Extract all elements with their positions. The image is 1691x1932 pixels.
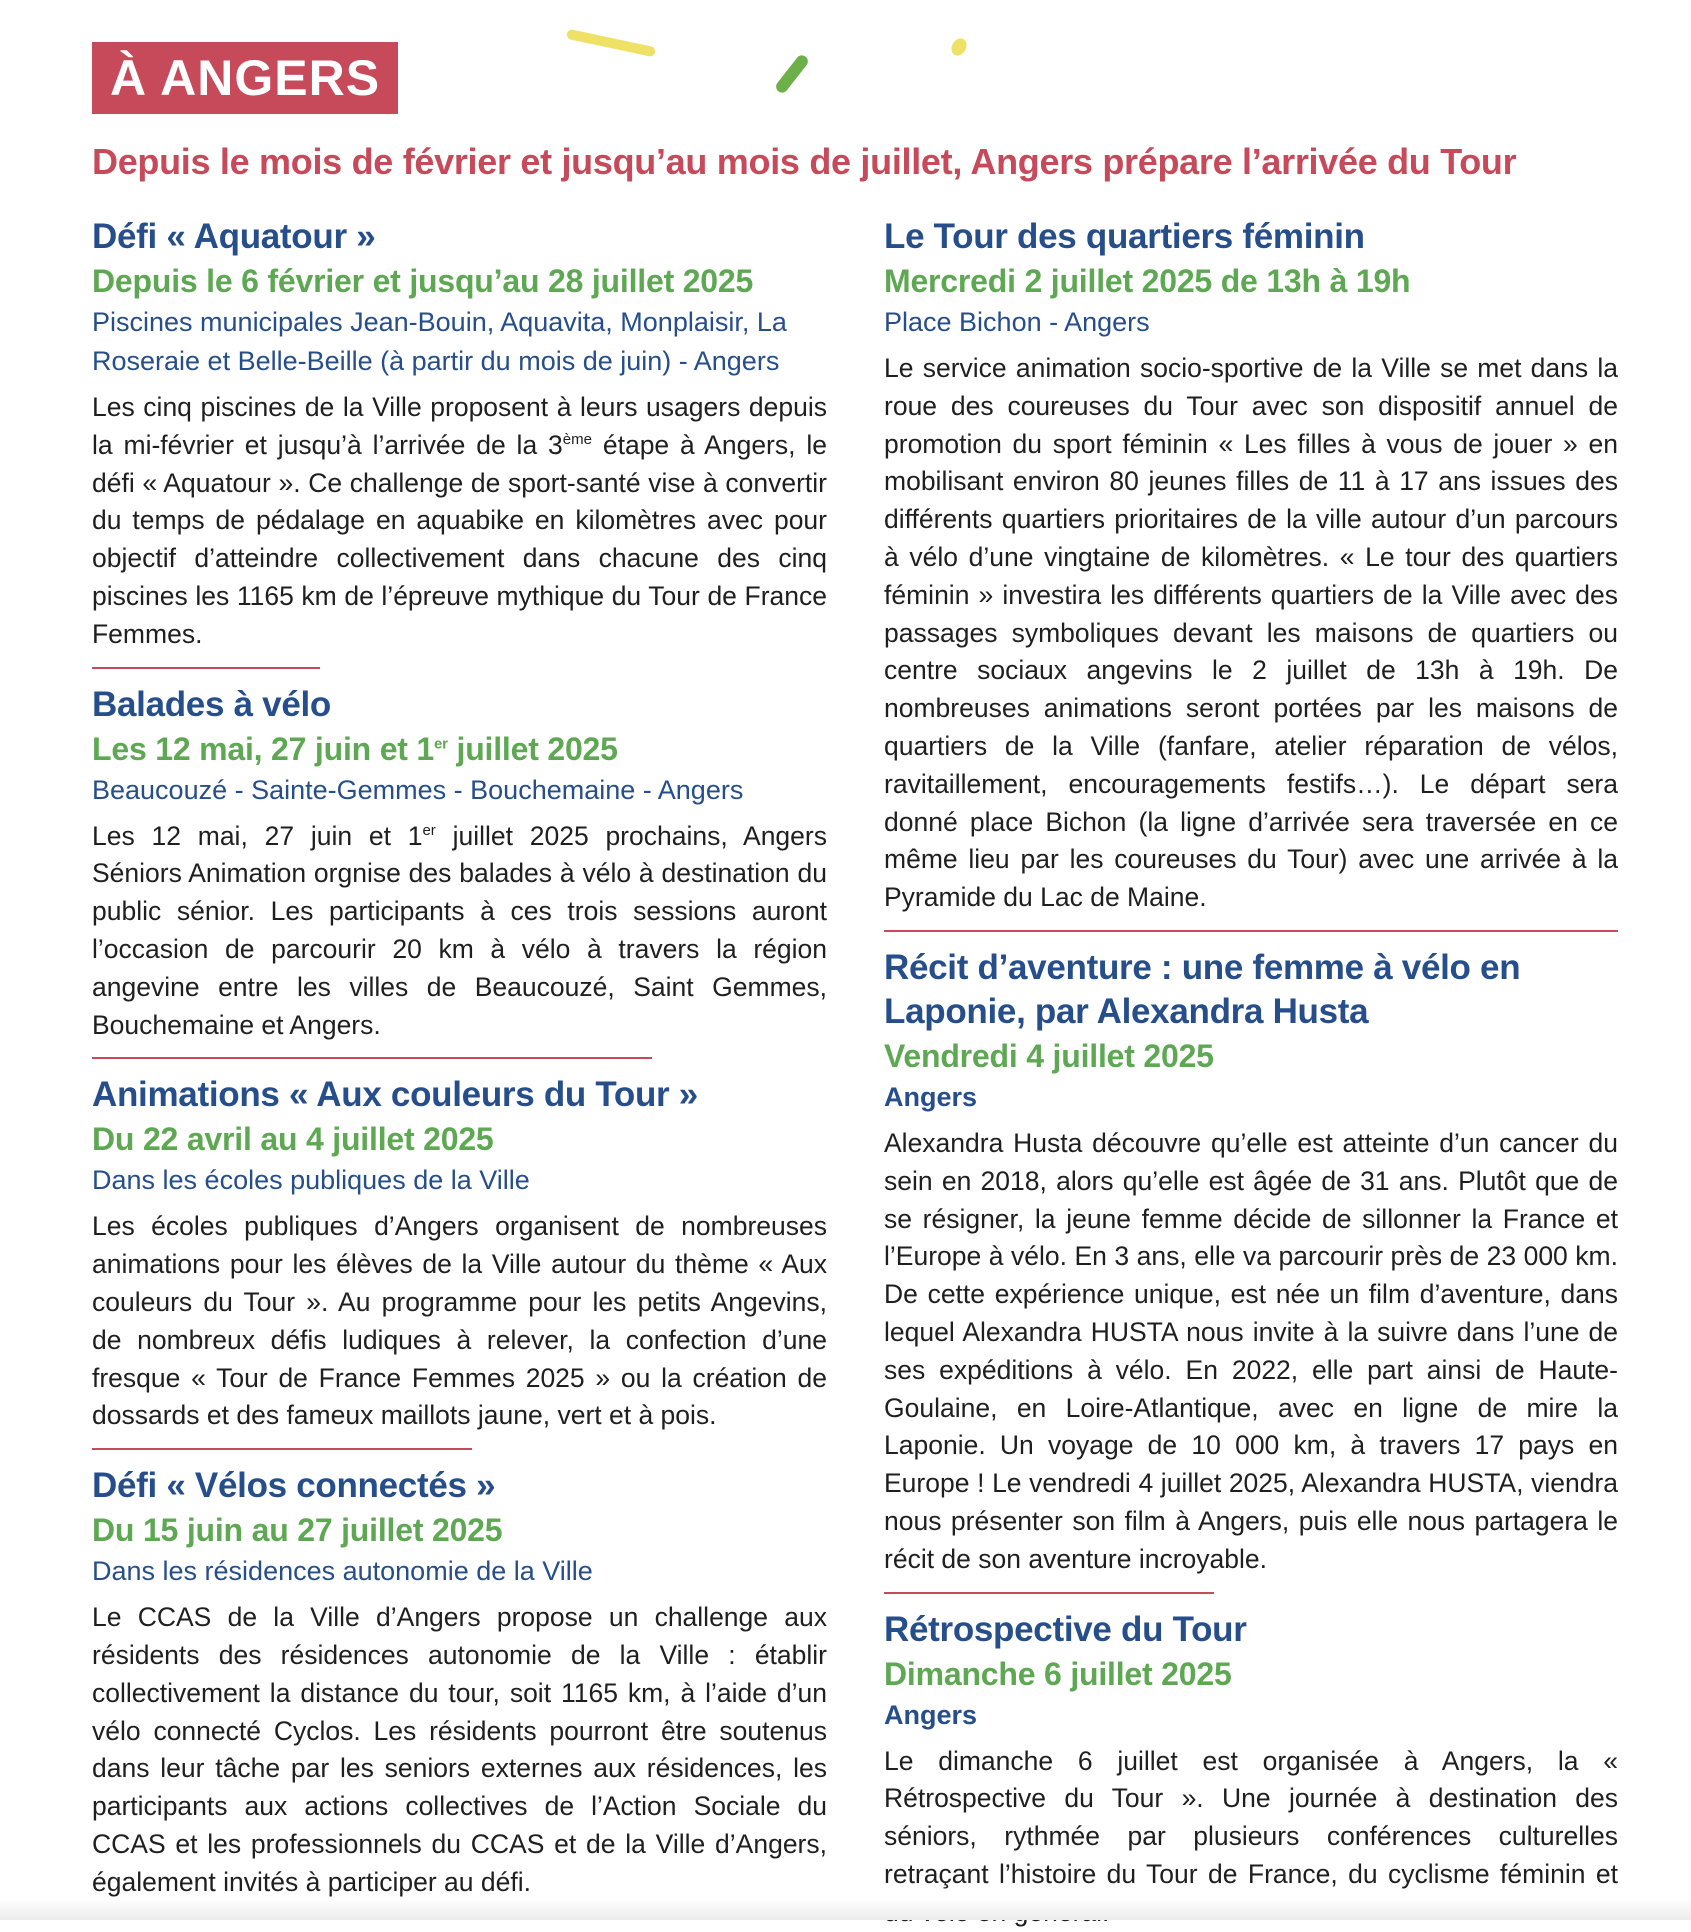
section-date: Depuis le 6 février et jusqu’au 28 juillet 2025 — [92, 263, 754, 299]
section-tour-quartiers — [884, 215, 1618, 917]
section-divider — [92, 1057, 652, 1059]
decorative-stroke-green — [774, 53, 811, 95]
section-place: Place Bichon - Angers — [884, 307, 1150, 337]
section-date: Dimanche 6 juillet 2025 — [884, 1655, 1232, 1692]
section-divider — [884, 930, 1618, 932]
section-body: Alexandra Husta découvre qu’elle est atteinte d’un cancer du sein en 2018, alors qu’elle est âgée de 31 ans. Plutôt que de se résigner, la jeune femme décide de sillonner la France et l’Europe à vélo. En 3 ans, elle va parcourir près de 23 000 km. De cette expérience unique, est née un film d’aventure, dans lequel Alexandra HUSTA nous invite à la suivre dans l’une de ses expéditions à vélo. En 2022, elle part ainsi de Haute-Goulaine, en Loire-Atlantique, avec en ligne de mire la Laponie. Un voyage de 10 000 km, à travers 17 pays en Europe ! Le vendredi 4 juillet 2025, Alexandra HUSTA, viendra nous présenter son film à Angers, puis elle nous partagera le récit de son aventure incroyable. — [884, 1127, 1618, 1574]
section-title: Récit d’aventure : une femme à vélo en Laponie, par Alexandra Husta — [884, 947, 1521, 1031]
section-title: Défi « Vélos connectés » — [92, 1466, 496, 1506]
section-date: Du 15 juin au 27 juillet 2025 — [92, 1512, 503, 1549]
bottom-shade — [0, 1898, 1691, 1920]
section-retrospective — [884, 1608, 1618, 1932]
decorative-stroke-yellow — [566, 29, 656, 57]
lead-heading: Depuis le mois de février et jusqu’au mois de juillet, Angers prépare l’arrivée du Tour — [92, 141, 1517, 182]
section-body: Le CCAS de la Ville d’Angers propose un challenge aux résidents des résidences autonomie de la Ville : établir collectivement la distance du tour, soit 1165 km, à l’aide d’un vélo connecté Cyclos. Les résidents pourront être soutenus dans leur tâche par les seniors externes aux résidences, les participants aux actions collectives de l’Action Sociale du CCAS et les professionnels du CCAS et de la Ville d’Angers, également invités à participer au défi. — [92, 1602, 827, 1897]
section-divider — [92, 667, 320, 669]
section-place: Beaucouzé - Sainte-Gemmes - Bouchemaine - Angers — [92, 774, 744, 805]
section-body: Les cinq piscines de la Ville proposent à leurs usagers depuis la mi-février et jusqu’à l’arrivée de la 3ème étape à Angers, le défi « Aquatour ». Ce challenge de sport-santé vise à convertir du temps de pédalage en aquabike en kilomètres avec pour objectif d’atteindre collectivement dans chacune des cinq piscines les 1165 km de l’épreuve mythique du Tour de France Femmes. — [92, 392, 827, 649]
section-title: Balades à vélo — [92, 684, 331, 724]
section-place: Piscines municipales Jean-Bouin, Aquavita, Monplaisir, La Roseraie et Belle-Beille (à partir du mois de juin) - Angers — [92, 307, 787, 376]
section-place: Dans les écoles publiques de la Ville — [92, 1165, 530, 1196]
page-tag: À ANGERS — [92, 42, 398, 114]
section-body: Le dimanche 6 juillet est organisée à Angers, la « Rétrospective du Tour ». Une journée à destination des séniors, rythmée par plusieurs conférences culturelles retraçant l’histoire du Tour de France, du cyclisme féminin et — [884, 1745, 1618, 1889]
section-title: Rétrospective du Tour — [884, 1609, 1247, 1649]
section-date: Vendredi 4 juillet 2025 — [884, 1037, 1214, 1074]
section-title: Le Tour des quartiers féminin — [884, 217, 1365, 256]
section-place: Angers — [884, 1699, 978, 1730]
section-recit-aventure — [884, 946, 1618, 1579]
section-divider — [884, 1592, 1214, 1594]
section-aquatour — [92, 215, 827, 654]
section-divider — [92, 1448, 472, 1450]
section-date: Du 22 avril au 4 juillet 2025 — [92, 1121, 494, 1158]
section-animations — [92, 1073, 827, 1435]
section-date: Les 12 mai, 27 juin et 1er juillet 2025 — [92, 730, 618, 767]
decorative-dot-yellow — [948, 36, 969, 59]
section-velos-connectes — [92, 1464, 827, 1901]
right-column — [884, 215, 1618, 1932]
section-place: Dans les résidences autonomie de la Ville — [92, 1556, 593, 1587]
section-body: Les 12 mai, 27 juin et 1er juillet 2025 prochains, Angers Séniors Animation orgnise des balades à vélo à destination du public sénior. Les participants à ces trois sessions auront l’occasion de parcourir 20 km à vélo à travers la région angevine entre les villes de Beaucouzé, Saint Gemmes, Bouchemaine et Angers. — [92, 820, 827, 1040]
section-balades — [92, 683, 827, 1045]
section-place: Angers — [884, 1081, 978, 1112]
section-title: Défi « Aquatour » — [92, 217, 376, 256]
left-column — [92, 215, 827, 1902]
section-date: Mercredi 2 juillet 2025 de 13h à 19h — [884, 263, 1411, 299]
section-body: Les écoles publiques d’Angers organisent de nombreuses animations pour les élèves de la Ville autour du thème « Aux couleurs du Tour ». Au programme pour les petits Angevins, de nombreux défis ludiques à relever, la confection d’une fresque « Tour de France Femmes 2025 » ou la création de dossards et des fameux maillots jaune, vert et à pois. — [92, 1211, 827, 1431]
section-title: Animations « Aux couleurs du Tour » — [92, 1075, 698, 1115]
section-body: Le service animation socio-sportive de la Ville se met dans la roue des coureuses du Tour avec son dispositif annuel de promotion du sport féminin « Les filles à vous de jouer » en mobilisant environ 80 jeunes filles de 11 à 17 ans issues des différents quartiers prioritaires de la ville autour d’un parcours à vélo d’une vingtaine de kilomètres. « Le tour des quartiers féminin » investira les différents quartiers de la Ville avec des passages symboliques devant les maisons de quartiers ou centre sociaux angevins le 2 juillet de 13h à 19h. De nombreuses animations seront portées par les maisons de quartiers de la Ville (fanfare, atelier réparation de vélos, ravitaillement, encouragements festifs…). Le départ sera donné place Bichon (la ligne d’arrivée sera traversée en ce même lieu par les coureuses du Tour) avec une arrivée à la Pyramide du Lac de Maine. — [884, 353, 1618, 913]
